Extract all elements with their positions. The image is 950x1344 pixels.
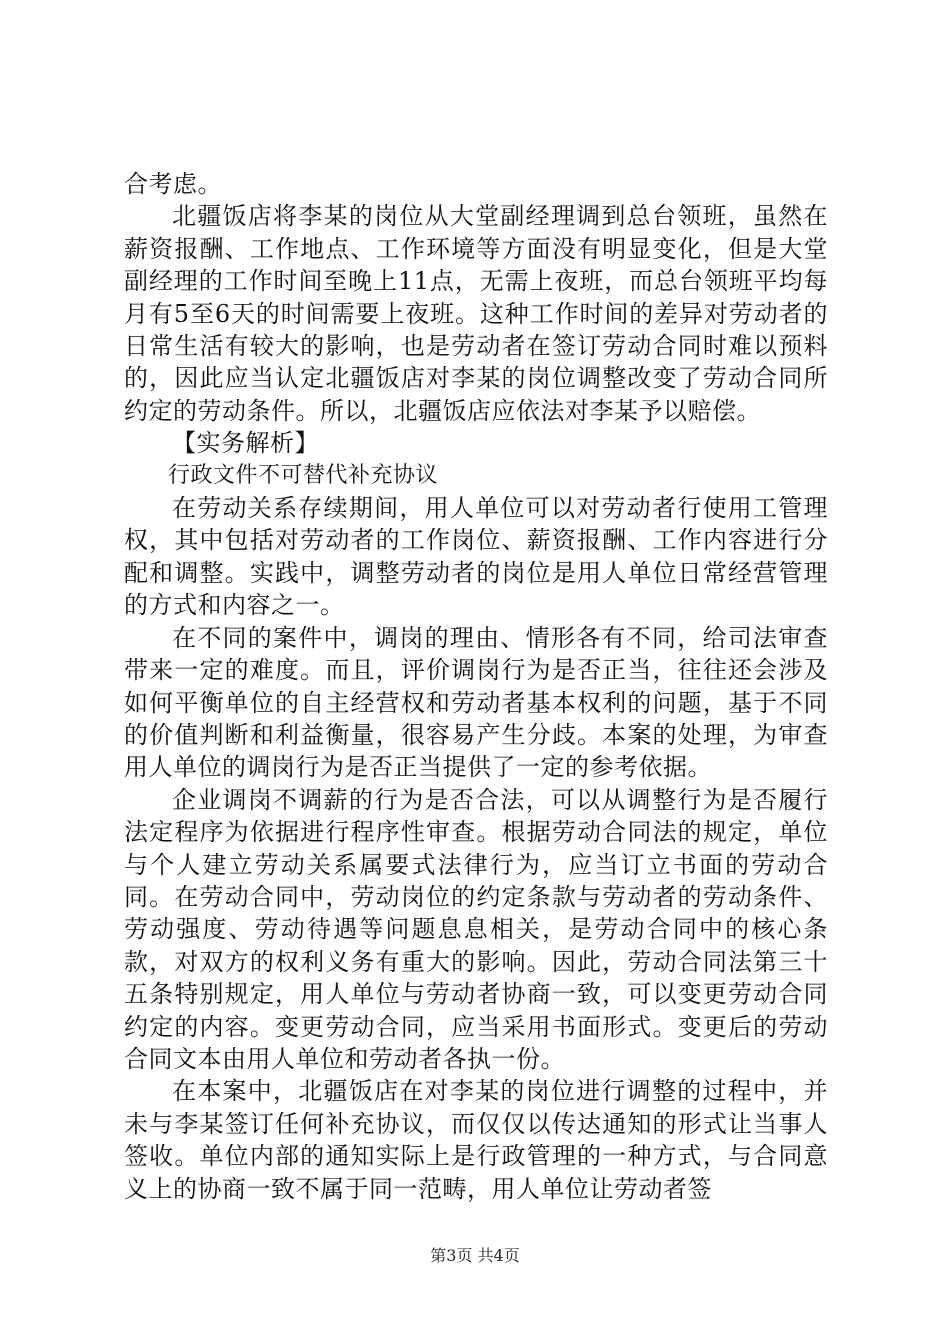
paragraph-employment-management: 在劳动关系存续期间，用人单位可以对劳动者行使用工管理权，其中包括对劳动者的工作岗位、薪资报酬、工作内容进行分配和调整。实践中，调整劳动者的岗位是用人单位日常经营管理的方式和内容之一。: [124, 494, 828, 620]
section-subheading: 行政文件不可替代补充协议: [168, 462, 439, 488]
paragraph-judicial-review: 在不同的案件中，调岗的理由、情形各有不同，给司法审查带来一定的难度。而且，评价调岗行为是否正当，往往还会涉及如何平衡单位的自主经营权和劳动者基本权利的问题，基于不同的价值判断和利益衡量，很容易产生分歧。本案的处理，为审查用人单位的调岗行为是否正当提供了一定的参考依据。: [124, 623, 828, 782]
section-heading-practice-analysis: 【实务解析】: [172, 429, 319, 458]
page-footer: 第3页 共4页: [430, 1246, 520, 1265]
paragraph-this-case: 在本案中，北疆饭店在对李某的岗位进行调整的过程中，并未与李某签订任何补充协议，而仅仅以传达通知的形式让当事人签收。单位内部的通知实际上是行政管理的一种方式，与合同意义上的协商一致不属于同一范畴，用人单位让劳动者签: [124, 1077, 828, 1203]
document-body: [124, 168, 828, 1205]
paragraph-case-analysis: 北疆饭店将李某的岗位从大堂副经理调到总台领班，虽然在薪资报酬、工作地点、工作环境等方面没有明显变化，但是大堂副经理的工作时间至晚上11点，无需上夜班，而总台领班平均每月有5至6天的时间需要上夜班。这种工作时间的差异对劳动者的日常生活有较大的影响，也是劳动者在签订劳动合同时难以预料的，因此应当认定北疆饭店对李某的岗位调整改变了劳动合同所约定的劳动条件。所以，北疆饭店应依法对李某予以赔偿。: [124, 202, 828, 425]
paragraph-procedural-review: 企业调岗不调薪的行为是否合法，可以从调整行为是否履行法定程序为依据进行程序性审查。根据劳动合同法的规定，单位与个人建立劳动关系属要式法律行为，应当订立书面的劳动合同。在劳动合同中，劳动岗位的约定条款与劳动者的劳动条件、劳动强度、劳动待遇等问题息息相关，是劳动合同中的核心条款，对双方的权利义务有重大的影响。因此，劳动合同法第三十五条特别规定，用人单位与劳动者协商一致，可以变更劳动合同约定的内容。变更劳动合同，应当采用书面形式。变更后的劳动合同文本由用人单位和劳动者各执一份。: [124, 785, 828, 1073]
paragraph-continuation: 合考虑。: [124, 170, 222, 198]
